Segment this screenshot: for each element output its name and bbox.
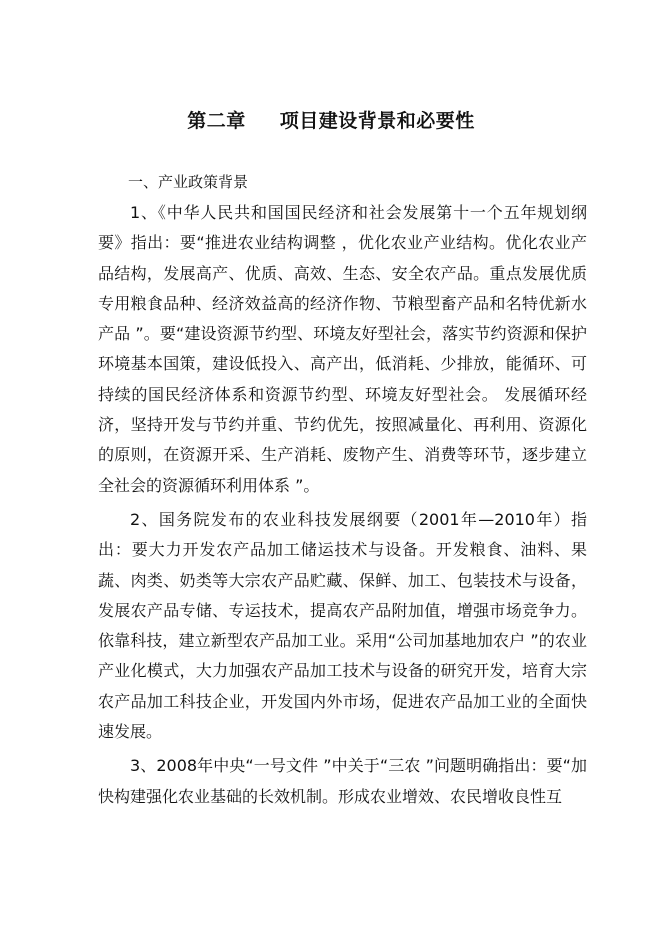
body-text bbox=[98, 198, 587, 812]
chapter-title bbox=[0, 107, 662, 135]
chapter-name: 项目建设背景和必要性 bbox=[279, 110, 475, 132]
paragraph-1: 1、《中华人民共和国国民经济和社会发展第十一个五年规划纲要》指出：要“推进农业结构调整 ，优化农业产业结构。优化农业产品结构，发展高产、优质、高效、生态、安全农产品。重点发展优质专用粮食品种、经济效益高的经济作物、节粮型畜产品和名特优新水产品 ”。要“建设资源节约型、环境友好型社会，落实节约资源和保护环境基本国策，建设低投入、高产出，低消耗、少排放，能循环、可持续的国民经济体系和资源节约型、环境友好型社会。 发展循环经济，坚持开发与节约并重、节约优先，按照减量化、再利用、资源化的原则，在资源开采、生产消耗、废物产生、消费等环节，逐步建立全社会的资源循环利用体系 ”。 bbox=[98, 203, 587, 495]
paragraph-2: 2、国务院发布的农业科技发展纲要（2001年—2010年）指出：要大力开发农产品加工储运技术与设备。开发粮食、油料、果蔬、肉类、奶类等大宗农产品贮藏、保鲜、加工、包装技术与设备，发展农产品专储、专运技术，提高农产品附加值，增强市场竞争力。依靠科技，建立新型农产品加工业。采用“公司加基地加农户 ”的农业产业化模式，大力加强农产品加工技术与设备的研究开发，培育大宗农产品加工科技企业，开发国内外市场，促进农产品加工业的全面快速发展。 bbox=[98, 509, 587, 742]
paragraph-3: 3、2008年中央“一号文件 ”中关于“三农 ”问题明确指出：要“加快构建强化农业基础的长效机制。形成农业增效、农民增收良性互 bbox=[98, 756, 587, 806]
chapter-number: 第二章 bbox=[187, 110, 246, 132]
section-heading: 一、产业政策背景 bbox=[128, 173, 249, 191]
